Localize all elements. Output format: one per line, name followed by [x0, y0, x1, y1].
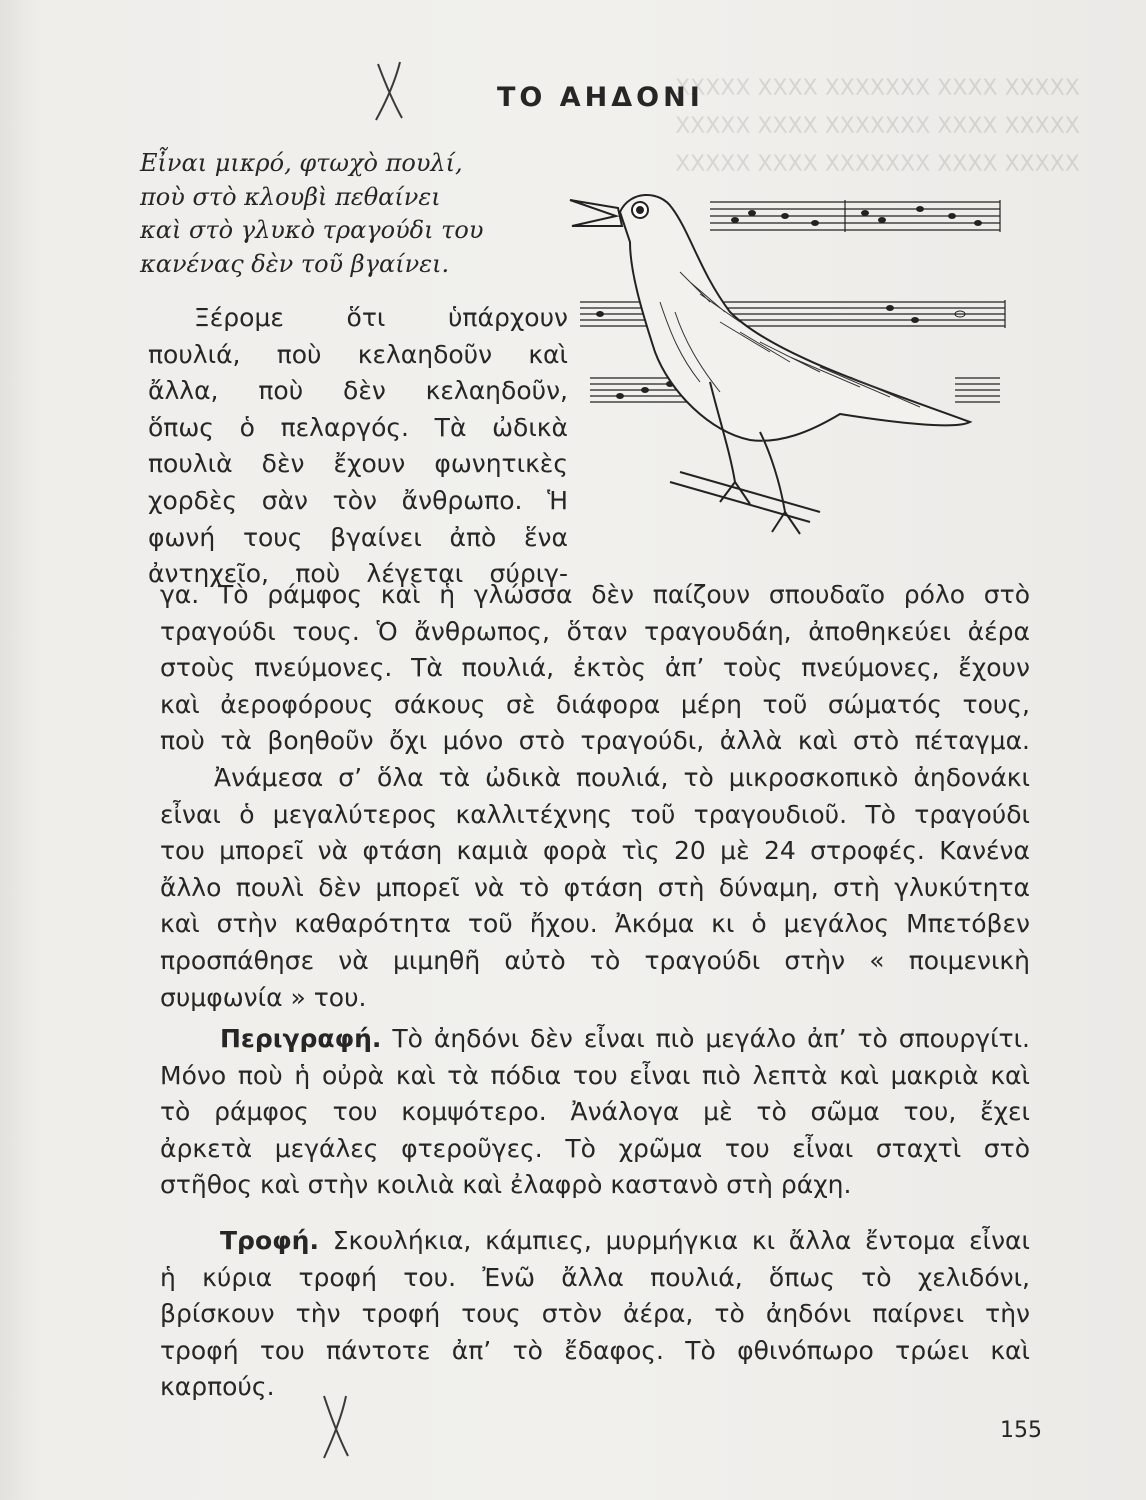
- text-line: εἶναι ὁ μεγαλύτερος καλλιτέχνης τοῦ τραγουδιοῦ. Τὸ τραγούδι: [160, 799, 1030, 829]
- text-line: ἀρκετὰ μεγάλες φτεροῦγες. Τὸ χρῶμα του εἶναι σταχτὶ στὸ: [160, 1133, 1030, 1163]
- text-line: τὸ ράμφος του κομψότερο. Ἀνάλογα μὲ τὸ σῶμα του, ἔχει: [160, 1097, 1030, 1127]
- pencil-x-mark-top: [370, 60, 410, 122]
- bird-body: [570, 195, 970, 534]
- text-line: συμφωνία » του.: [160, 982, 367, 1012]
- page-title: ΤΟ ΑΗΔΟΝΙ: [497, 82, 704, 113]
- text-line: ἄλλο πουλὶ δὲν μπορεῖ νὰ τὸ φτάση στὴ δύναμη, στὴ γλυκύτητα: [160, 872, 1030, 902]
- text-line: Μόνο ποὺ ἡ οὐρὰ καὶ τὰ πόδια του εἶναι πιὸ λεπτὰ καὶ μακριὰ καὶ: [160, 1060, 1030, 1090]
- nightingale-illustration: [560, 182, 1030, 542]
- text-line: Ἀνάμεσα σ’ ὅλα τὰ ὠδικὰ πουλιά, τὸ μικροσκοπικὸ ἀηδονάκι: [214, 763, 1030, 792]
- food-heading: Τροφή.: [220, 1226, 319, 1255]
- text-line: καὶ ἀεροφόρους σάκους σὲ διάφορα μέρη τοῦ σώματός τους,: [160, 689, 1030, 719]
- text-line: του μπορεῖ νὰ φτάση καμιὰ φορὰ τὶς 20 μὲ 24 στροφές. Κανένα: [160, 836, 1030, 866]
- text-line: καὶ στὴν καθαρότητα τοῦ ἤχου. Ἀκόμα κι ὁ μεγάλος Μπετόβεν: [160, 909, 1030, 939]
- bird-eye: [632, 202, 648, 218]
- poem-line: καὶ στὸ γλυκὸ τραγούδι του: [140, 216, 484, 244]
- music-staff-top: [710, 200, 1000, 232]
- text-line: τροφή του πάντοτε ἀπ’ τὸ ἔδαφος. Τὸ φθινόπωρο τρώει καὶ: [160, 1335, 1030, 1365]
- text-line: ἀντηχεῖο, ποὺ λέγεται σύριγ-: [148, 559, 568, 589]
- page-number: 155: [1000, 1418, 1042, 1443]
- text-line: γα. Τὸ ράμφος καὶ ἡ γλώσσα δὲν παίζουν σπουδαῖο ρόλο στὸ: [160, 580, 1030, 609]
- intro-wide-column: [160, 577, 1030, 760]
- poem: [140, 147, 580, 281]
- food-first-text: Σκουλήκια, κάμπιες, μυρμήγκια κι ἄλλα ἔντομα εἶναι: [318, 1226, 1030, 1255]
- text-line: βρίσκουν τὴν τροφή τους στὸν ἀέρα, τὸ ἀηδόνι παίρνει τὴν: [160, 1299, 1030, 1329]
- text-line: προσπάθησε νὰ μιμηθῆ αὐτὸ τὸ τραγούδι στὴν « ποιμενικὴ: [160, 945, 1030, 975]
- paragraph-description: [160, 1021, 1030, 1204]
- paragraph-artist: [160, 760, 1030, 1016]
- text-line: στοὺς πνεύμονες. Τὰ πουλιά, ἐκτὸς ἀπ’ τοὺς πνεύμονες, ἔχουν: [160, 653, 1030, 683]
- text-line: ἡ κύρια τροφή του. Ἐνῶ ἄλλα πουλιά, ὅπως τὸ χελιδόνι,: [160, 1262, 1030, 1292]
- text-line: πουλιὰ δὲν ἔχουν φωνητικὲς: [148, 449, 568, 479]
- text-line: Ξέρομε ὅτι ὑπάρχουν: [194, 303, 568, 332]
- pencil-x-mark-bottom: [318, 1392, 354, 1460]
- poem-line: ποὺ στὸ κλουβὶ πεθαίνει: [140, 182, 441, 211]
- text-line: τραγούδι τους. Ὁ ἄνθρωπος, ὅταν τραγουδάη, ἀποθηκεύει ἀέρα: [160, 616, 1030, 646]
- text-line: καρπούς.: [160, 1372, 275, 1402]
- text-line: ὅπως ὁ πελαργός. Τὰ ὠδικὰ: [148, 412, 568, 442]
- food-first-line: [160, 1223, 1030, 1260]
- text-line: χορδὲς σὰν τὸν ἄνθρωπο. Ἡ: [148, 485, 568, 515]
- text-line: ποὺ τὰ βοηθοῦν ὄχι μόνο στὸ τραγούδι, ἀλλὰ καὶ στὸ πέταγμα.: [160, 726, 1030, 756]
- paragraph-food: [160, 1223, 1030, 1406]
- poem-line: κανένας δὲν τοῦ βγαίνει.: [140, 249, 450, 278]
- text-line: πουλιά, ποὺ κελαηδοῦν καὶ: [148, 339, 568, 369]
- text-line: φωνή τους βγαίνει ἀπὸ ἕνα: [148, 522, 568, 552]
- poem-line: Εἶναι μικρό, φτωχὸ πουλί,: [140, 149, 463, 177]
- bleed-through-text: ΧΧΧΧΧ ΧΧΧΧ ΧΧΧΧΧΧΧ ΧΧΧΧ ΧΧΧΧΧ ΧΧΧΧΧ ΧΧΧΧ ΧΧΧΧΧΧΧ ΧΧΧΧ ΧΧΧΧΧ ΧΧΧΧΧ ΧΧΧΧ ΧΧΧΧΧΧΧ ΧΧΧΧ ΧΧΧΧΧ: [675, 76, 1080, 177]
- description-first-text: Τὸ ἀηδόνι δὲν εἶναι πιὸ μεγάλο ἀπ’ τὸ σπουργίτι.: [381, 1024, 1030, 1053]
- intro-narrow-column: [148, 300, 568, 593]
- text-line: ἄλλα, ποὺ δὲν κελαηδοῦν,: [148, 376, 568, 406]
- text-line: στῆθος καὶ στὴν κοιλιὰ καὶ ἐλαφρὸ καστανὸ στὴ ράχη.: [160, 1170, 852, 1200]
- description-heading: Περιγραφή.: [220, 1024, 382, 1053]
- description-first-line: [160, 1021, 1030, 1058]
